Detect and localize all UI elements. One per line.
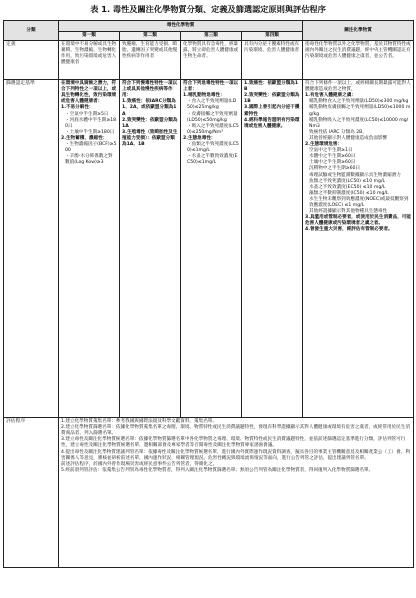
- criteria-line: 4.經科學報告證明有污染環境或危害人體健康。: [244, 117, 300, 129]
- criteria-line: 水蚤之半致效濃度(EC50) ≤10 mg/L: [309, 184, 386, 190]
- classification-table: [3, 20, 414, 568]
- definition-class-3: 化學物質具有急毒性，經暴露，將立即危害人體健康或生物生命者。: [181, 41, 242, 80]
- procedure-step: 5.經前項列管評估：依蒐集公告列管為毒性化學物質者，得列入關注化學物質篩選名單；無須公告列管為關注化學物質者，得回復列入化學物質篩選名單。: [61, 467, 374, 473]
- criteria-line: 1.致癌性：依歐盟分類為1B: [244, 81, 299, 93]
- criteria-line: 空氣中之半生期≥1日: [309, 148, 353, 154]
- criteria-concern: [303, 80, 414, 418]
- criteria-line: ・食入之半致死劑量(LD50)≤25mg/kg: [187, 99, 237, 111]
- header-class-3: 第三類: [181, 32, 242, 41]
- criteria-line: ・河底水體中半生期≥180日: [65, 117, 117, 129]
- criteria-line: 2.生態環境危害：: [305, 142, 343, 148]
- criteria-line: 2.生物蓄積、濃縮性：: [61, 135, 108, 141]
- criteria-line: 土壤中之半生期≥60日: [309, 160, 356, 166]
- row-label-definition: 定義: [4, 41, 59, 80]
- procedure-step: 3.建立毒性及關注化學物質候選名單：依據化學物質篩選名單中各化學物質之毒理、環境、物質特性或民生消費議題特性，並依前述篩選認定基準進行分類，評估列管可行性，建立毒性及關注化學物質候選名單，邀相關部會及專家學者等召開毒性及關注化學物質專家諮詢會議。: [61, 437, 406, 449]
- criteria-class-4: [242, 80, 303, 418]
- criteria-line: 符合下列急毒性特性一項以上者：: [183, 81, 239, 93]
- definition-class-2: 致腫瘤、生育能力受損、畸胎、遺傳因子突變或其他慢性疾病等作用者: [120, 41, 181, 80]
- criteria-line: 沉積物中之半生期≥60日: [309, 166, 361, 172]
- criteria-class-1: [59, 80, 120, 418]
- criteria-line: 在環境中具腐蝕之潛力，符合下列特性之一項以上，或具生物轉化性，致污染環境或危害人體健康者：: [61, 81, 117, 105]
- criteria-line: 水生生物未觀察到效應濃度(NOEC)或最低觀察到效應濃度(LOEC) ≤1 mg/L: [309, 196, 409, 208]
- table-title: 表 1. 毒性及關注化學物質分類、定義及篩選認定原則與評估程序: [90, 4, 326, 14]
- definition-class-4: 具有內分泌干擾素特性或有污染環境、危害人體健康者: [242, 41, 303, 80]
- row-label-criteria: 篩選認定基準: [4, 80, 59, 418]
- header-class-1: 第一類: [59, 32, 120, 41]
- criteria-line: ・空氣中半生期≥5日: [65, 111, 109, 117]
- criteria-line: 哺乳動物食入之半致死劑量(LD50)≤300 mg/kg: [309, 99, 409, 105]
- criteria-line: ・辛醇-水分佈係數之對數值(Log Kow)≥3: [65, 154, 113, 166]
- criteria-line: 3.生殖毒性（致畸胎性及生殖能力受損）：依歐盟分類為1A、1B: [122, 129, 178, 148]
- procedure-step: 4.提出毒性及關注化學物質建議列管名單：依據毒性及關注化學物質候選名單，進行國內外實際運作現況資料調查，擬具各目的事業主管機關意見及相關產業公（工）會、利害關係人等意見，審核並研析前述名單，國內運作狀況，相關管理現況、危害性概況與環境流佈情況等面向，進行公告列管之評估，提出建議列管名單。: [61, 449, 410, 461]
- criteria-class-2: [120, 80, 181, 418]
- criteria-line: 4.曾發生重大災害，經評估有管制必要者。: [305, 227, 393, 233]
- criteria-line: 其他經證據顯示對其他物種具生態毒性: [309, 209, 388, 215]
- criteria-line: 1.不易分解性：: [61, 105, 94, 111]
- criteria-line: 符合下列慢毒性特性一項以上或具其他慢性疾病等作用：: [122, 81, 178, 99]
- criteria-line: 2.致突變性：依歐盟分類為1B: [244, 93, 300, 105]
- definition-row: [4, 41, 414, 80]
- procedure-row: [4, 418, 414, 568]
- criteria-line: 致癌性依 IARC 分類為 2B，: [309, 129, 367, 135]
- criteria-line: 2.生態急毒性：: [183, 135, 216, 141]
- criteria-line: 哺乳動物吸入之半致死濃度(LC50)≤10000 mg/Nm3: [309, 117, 409, 129]
- procedure-step: 1.建立化學物質蒐集名單：參考我國與國際法規及科學文獻資料，蒐集名單。: [61, 419, 217, 425]
- criteria-class-3: [181, 80, 242, 418]
- criteria-row: [4, 80, 414, 418]
- header-category: 分類: [4, 21, 59, 41]
- header-class-2: 第二類: [120, 32, 181, 41]
- header-class-4: 第四類: [242, 32, 303, 41]
- row-label-procedure: 評估程序: [4, 418, 59, 568]
- criteria-line: 1.致癌性：依IARC分類為1、2A，或依歐盟分類為1A: [122, 99, 177, 117]
- criteria-line: ・吸入之半致死濃度(LC50)≤250mg/Nm³: [187, 123, 239, 135]
- criteria-line: 3.具濫用或管制必要者，或使用於民生消費品，可能危害人體健康或污染環境者之虞之者。: [305, 215, 412, 227]
- criteria-line: 3.國際上曾引起內分泌干擾素特性: [244, 105, 300, 117]
- criteria-line: 哺乳動物皮膚接觸之半致死劑量(LD50)≤1000 mg/kg: [309, 105, 411, 117]
- criteria-line: 1.哺乳動物急毒性：: [183, 93, 225, 99]
- procedure-step: 前述評估程序，於國內外曾作現場災害或經民意事件公告列管者，得簡化之。: [61, 461, 218, 467]
- definition-concern: 指毒性化學物質以外之化學物質，基於其物質特性或國內外關注之民生消費議題，經中央主管機關認定有污染環境或危害人體健康之虞者，並公告者。: [303, 41, 414, 80]
- header-toxic: 毒性化學物質: [59, 21, 303, 32]
- criteria-line: ・皮膚接觸之半致死劑量(LD50)≤50mg/kg: [187, 111, 238, 123]
- procedure-cell: [59, 418, 414, 568]
- procedure-step: 2.建立化學物質篩選名單：依據化學物質蒐集名單之毒理、環境、物質特性或民生消費議題特性，發現有科學證據顯示其對人體健康或環境有危害之虞者，或經常用於民生消費商品者，列入篩選名單。: [61, 425, 410, 437]
- criteria-line: 2.致突變性：依歐盟分類為1A: [122, 117, 178, 129]
- criteria-line: ・魚類之半致死濃度(LC50)≤1mg/L: [187, 142, 239, 154]
- criteria-line: 藻類之半數抑制濃度(IC50) ≤10 mg/L: [309, 190, 389, 196]
- criteria-line: 水體中之半生期≥60日: [309, 154, 356, 160]
- criteria-line: 其他曾經顯示對人體健康造成負面影響: [309, 135, 388, 141]
- criteria-line: ・水蚤之半數致效濃度(EC50)≤1mg/L: [187, 154, 238, 166]
- definition-class-1: 在環境中不易分解或具生物蓄積、生物濃縮、生物轉化作用，致污染環境或危害人體健康者: [59, 41, 120, 80]
- header-row-1: [4, 21, 414, 32]
- criteria-line: ・土壤中半生期≥180日: [65, 129, 115, 135]
- criteria-line: 符合下列條件一項以上，或經相關長期暴露可能對人體健康造成危害之物質，: [305, 81, 411, 93]
- header-concern: 關注化學物質: [303, 21, 414, 41]
- criteria-line: 毒理試驗或生物監測數據顯示具生物濃縮潛力: [309, 172, 401, 178]
- criteria-line: ・生物濃縮因子(BCF)≥500: [65, 142, 117, 154]
- criteria-line: 1.有危害人體健康之虞：: [305, 93, 356, 99]
- criteria-line: 魚類之半致死濃度(LC50) ≤10 mg/L: [309, 178, 386, 184]
